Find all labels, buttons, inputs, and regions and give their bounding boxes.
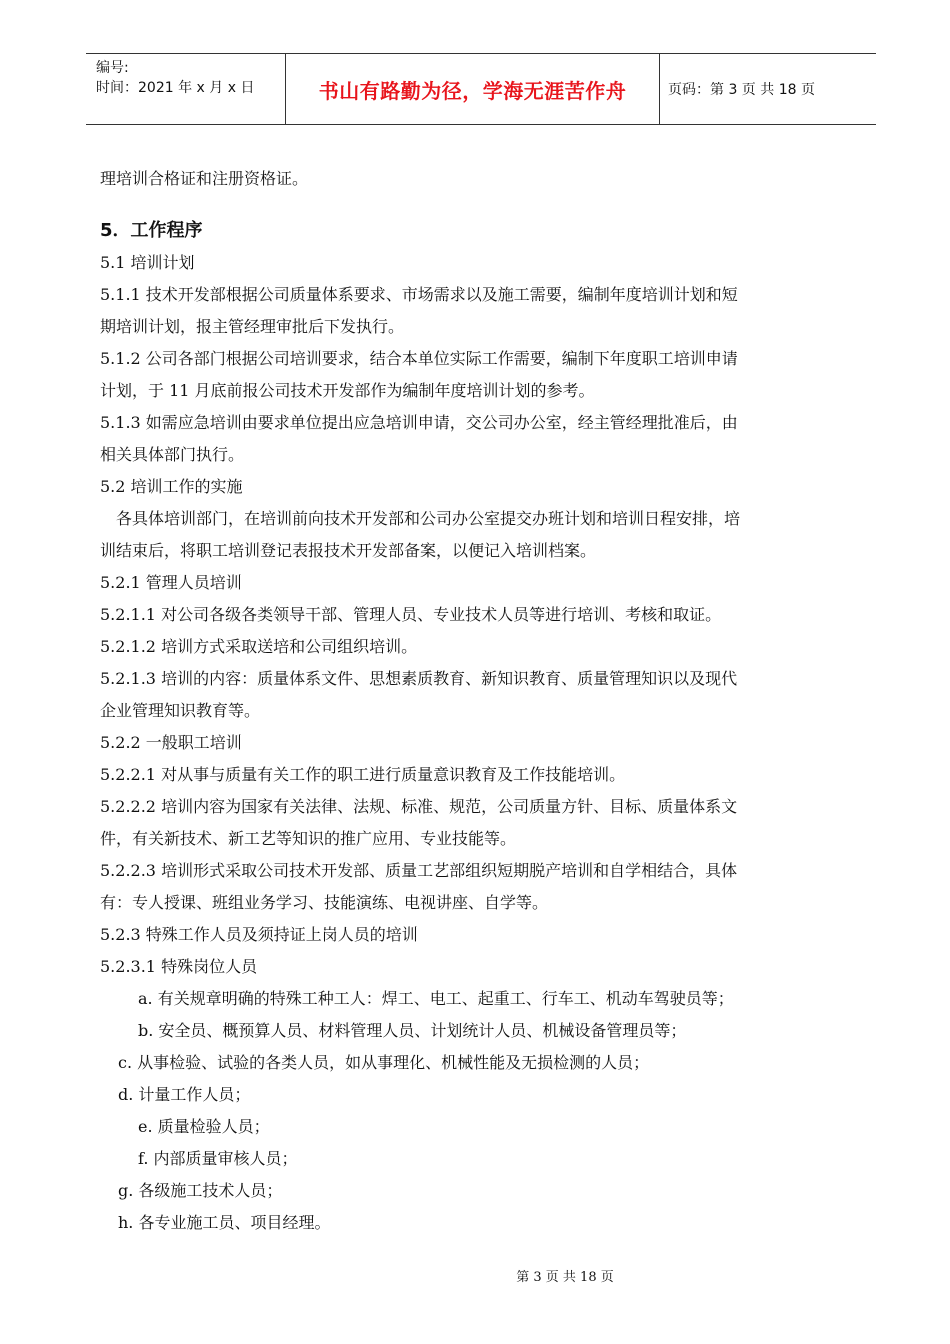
document-body (100, 163, 862, 1239)
list-item: e. 质量检验人员； (138, 1117, 270, 1136)
paragraph-line: 5.2.2.3 培训形式采取公司技术开发部、质量工艺部组织短期脱产培训和自学相结合，具体 (100, 861, 738, 880)
paragraph-line: 相关具体部门执行。 (100, 445, 245, 464)
list-item: c. 从事检验、试验的各类人员，如从事理化、机械性能及无损检测的人员； (118, 1053, 650, 1072)
paragraph-line: 5.1.2 公司各部门根据公司培训要求，结合本单位实际工作需要，编制下年度职工培训申请 (100, 349, 738, 368)
paragraph-line: 期培训计划，报主管经理审批后下发执行。 (100, 317, 405, 336)
paragraph-line: 5.2.2.1 对从事与质量有关工作的职工进行质量意识教育及工作技能培训。 (100, 765, 626, 784)
paragraph-line: 5.2.3 特殊工作人员及须持证上岗人员的培训 (100, 925, 418, 944)
list-item: h. 各专业施工员、项目经理。 (118, 1213, 331, 1232)
paragraph-line: 5.1.3 如需应急培训由要求单位提出应急培训申请，交公司办公室，经主管经理批准后，由 (100, 413, 738, 432)
paragraph-line: 5.2.3.1 特殊岗位人员 (100, 957, 258, 976)
paragraph-line: 5.2.2.2 培训内容为国家有关法律、法规、标准、规范，公司质量方针、目标、质量体系文 (100, 797, 738, 816)
header-meta (86, 54, 286, 124)
doc-number-label: 编号: (96, 60, 129, 76)
paragraph-line: 有：专人授课、班组业务学习、技能演练、电视讲座、自学等。 (100, 893, 549, 912)
page-header (86, 53, 876, 125)
paragraph-line: 计划，于 11 月底前报公司技术开发部作为编制年度培训计划的参考。 (100, 381, 595, 400)
paragraph-line: 5.2.1.2 培训方式采取送培和公司组织培训。 (100, 637, 418, 656)
paragraph-line: 5.1.1 技术开发部根据公司质量体系要求、市场需求以及施工需要，编制年度培训计划和短 (100, 285, 738, 304)
paragraph-line: 5.2.1.3 培训的内容：质量体系文件、思想素质教育、新知识教育、质量管理知识以及现代 (100, 669, 738, 688)
paragraph-line: 5.1 培训计划 (100, 253, 195, 272)
paragraph-line: 件，有关新技术、新工艺等知识的推广应用、专业技能等。 (100, 829, 517, 848)
list-item: a. 有关规章明确的特殊工种工人：焊工、电工、起重工、行车工、机动车驾驶员等； (138, 989, 734, 1008)
list-item: b. 安全员、概预算人员、材料管理人员、计划统计人员、机械设备管理员等； (138, 1021, 687, 1040)
header-motto: 书山有路勤为径，学海无涯苦作舟 (286, 54, 660, 124)
paragraph-line: 企业管理知识教育等。 (100, 701, 261, 720)
footer-page-number: 第 3 页 共 18 页 (516, 1270, 614, 1285)
list-item: g. 各级施工技术人员； (118, 1181, 283, 1200)
paragraph-line: 5.2.1 管理人员培训 (100, 573, 242, 592)
list-item: f. 内部质量审核人员； (138, 1149, 298, 1168)
doc-time-label: 时间：2021 年 x 月 x 日 (96, 80, 255, 96)
paragraph-line: 5.2 培训工作的实施 (100, 477, 243, 496)
paragraph-line: 理培训合格证和注册资格证。 (100, 169, 309, 188)
page-footer (0, 1266, 950, 1285)
header-page-number: 页码：第 3 页 共 18 页 (668, 82, 815, 98)
list-item: d. 计量工作人员； (118, 1085, 251, 1104)
paragraph-line: 训结束后，将职工培训登记表报技术开发部备案，以便记入培训档案。 (100, 541, 597, 560)
paragraph-line: 5.2.1.1 对公司各级各类领导干部、管理人员、专业技术人员等进行培训、考核和取证。 (100, 605, 722, 624)
paragraph-line: 各具体培训部门，在培训前向技术开发部和公司办公室提交办班计划和培训日程安排，培 (116, 509, 741, 528)
section-heading: 5．工作程序 (100, 220, 203, 241)
paragraph-line: 5.2.2 一般职工培训 (100, 733, 242, 752)
